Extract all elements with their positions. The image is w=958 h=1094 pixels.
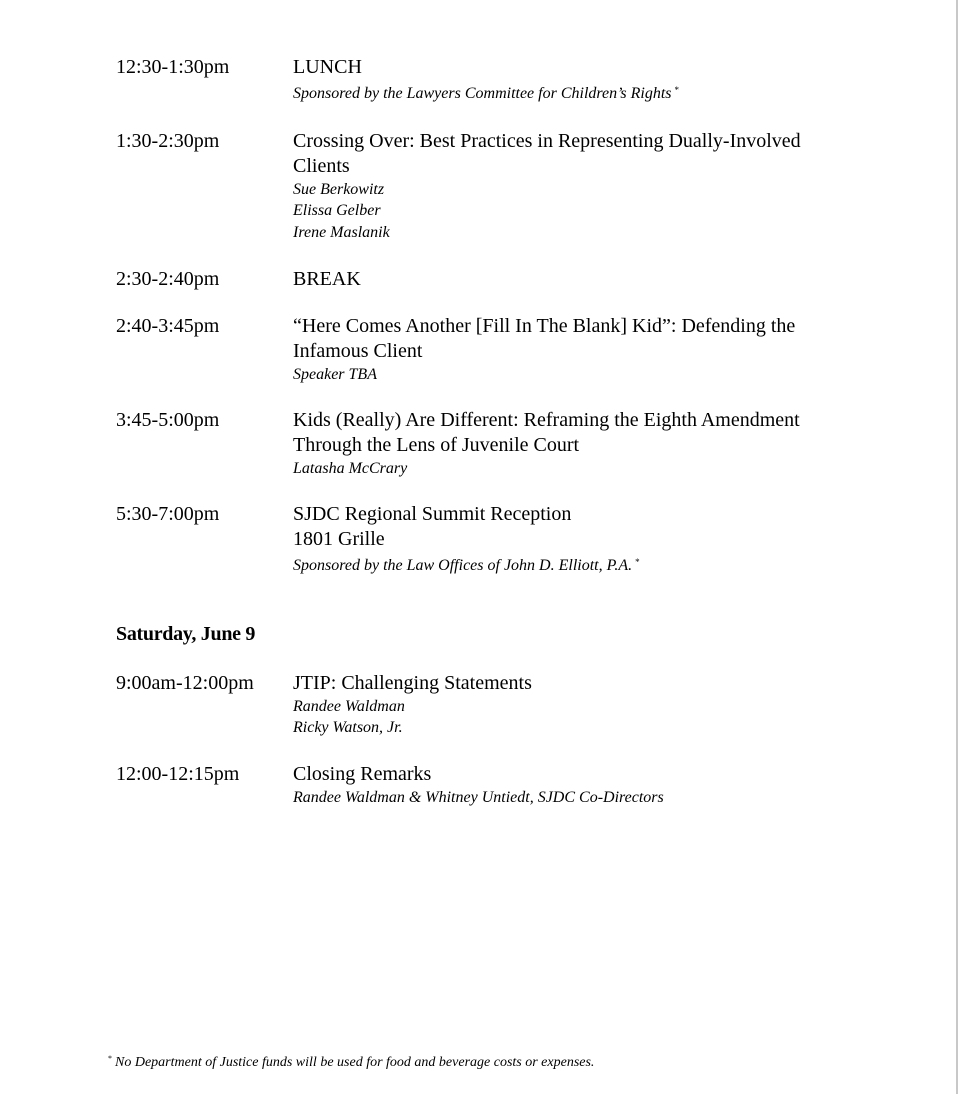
session-title-line: Infamous Client [293,340,423,362]
session-title [293,129,876,179]
session-time: 9:00am-12:00pm [116,671,254,694]
session-speaker: Ricky Watson, Jr. [293,719,403,736]
footnote-text: No Department of Justice funds will be used for food and beverage costs or expenses. [115,1055,595,1070]
session-title [293,762,876,787]
session-speaker: Elissa Gelber [293,202,381,219]
session-time: 3:45-5:00pm [116,408,220,431]
session-details [293,408,876,480]
session-speaker: Randee Waldman & Whitney Untiedt, SJDC Co-Directors [293,788,664,806]
session-title [293,267,876,292]
session-title-line: Kids (Really) Are Different: Reframing the Eighth Amendment [293,408,800,431]
footnote-mark: * [674,85,680,95]
session-row [116,314,876,386]
session-time: 2:40-3:45pm [116,315,220,337]
session-title [293,408,876,458]
session-speaker: Speaker TBA [293,366,377,383]
session-details [293,314,876,386]
session-time: 2:30-2:40pm [116,268,220,290]
session-row [116,129,876,244]
session-title [293,502,876,552]
session-speaker: Randee Waldman [293,697,405,715]
session-speaker: Sue Berkowitz [293,180,385,198]
session-details [293,267,876,292]
session-details [293,762,876,809]
session-title-line: “Here Comes Another [Fill In The Blank] Kid”: Defending the [293,315,796,337]
session-row [116,762,876,809]
session-sponsor [293,80,876,105]
session-title-line: Clients [293,154,350,177]
session-title-line: Through the Lens of Juvenile Court [293,433,580,456]
session-title-line: SJDC Regional Summit Reception [293,503,572,525]
session-venue: 1801 Grille [293,528,385,550]
session-row [116,671,876,739]
session-sponsor [293,552,876,577]
session-sponsor-text: Sponsored by the Law Offices of John D. Elliott, P.A. [293,557,633,574]
session-row [116,55,876,105]
session-title [293,55,876,80]
session-title-line: JTIP: Challenging Statements [293,671,532,694]
session-title-line: Closing Remarks [293,762,432,785]
session-details [293,129,876,244]
session-details [293,55,876,105]
session-title-line: Crossing Over: Best Practices in Representing Dually-Involved [293,129,801,152]
day-heading: Saturday, June 9 [116,622,256,645]
session-time: 5:30-7:00pm [116,503,220,525]
session-speaker: Irene Maslanik [293,223,390,241]
session-row [116,502,876,577]
session-title-line: BREAK [293,268,361,290]
session-time: 1:30-2:30pm [116,129,220,152]
session-time: 12:30-1:30pm [116,56,230,78]
session-title [293,314,876,364]
session-time: 12:00-12:15pm [116,762,240,785]
session-title-line: LUNCH [293,56,362,78]
session-speaker: Latasha McCrary [293,459,408,477]
session-details [293,671,876,739]
session-details [293,502,876,577]
footnote-mark: * [108,1054,112,1063]
session-row [116,408,876,480]
session-title [293,671,876,696]
schedule [116,55,876,808]
footnote-mark: * [635,557,640,567]
session-sponsor-text: Sponsored by the Lawyers Committee for Children’s Rights [293,85,672,102]
session-row [116,267,876,292]
footnote [108,1050,594,1072]
